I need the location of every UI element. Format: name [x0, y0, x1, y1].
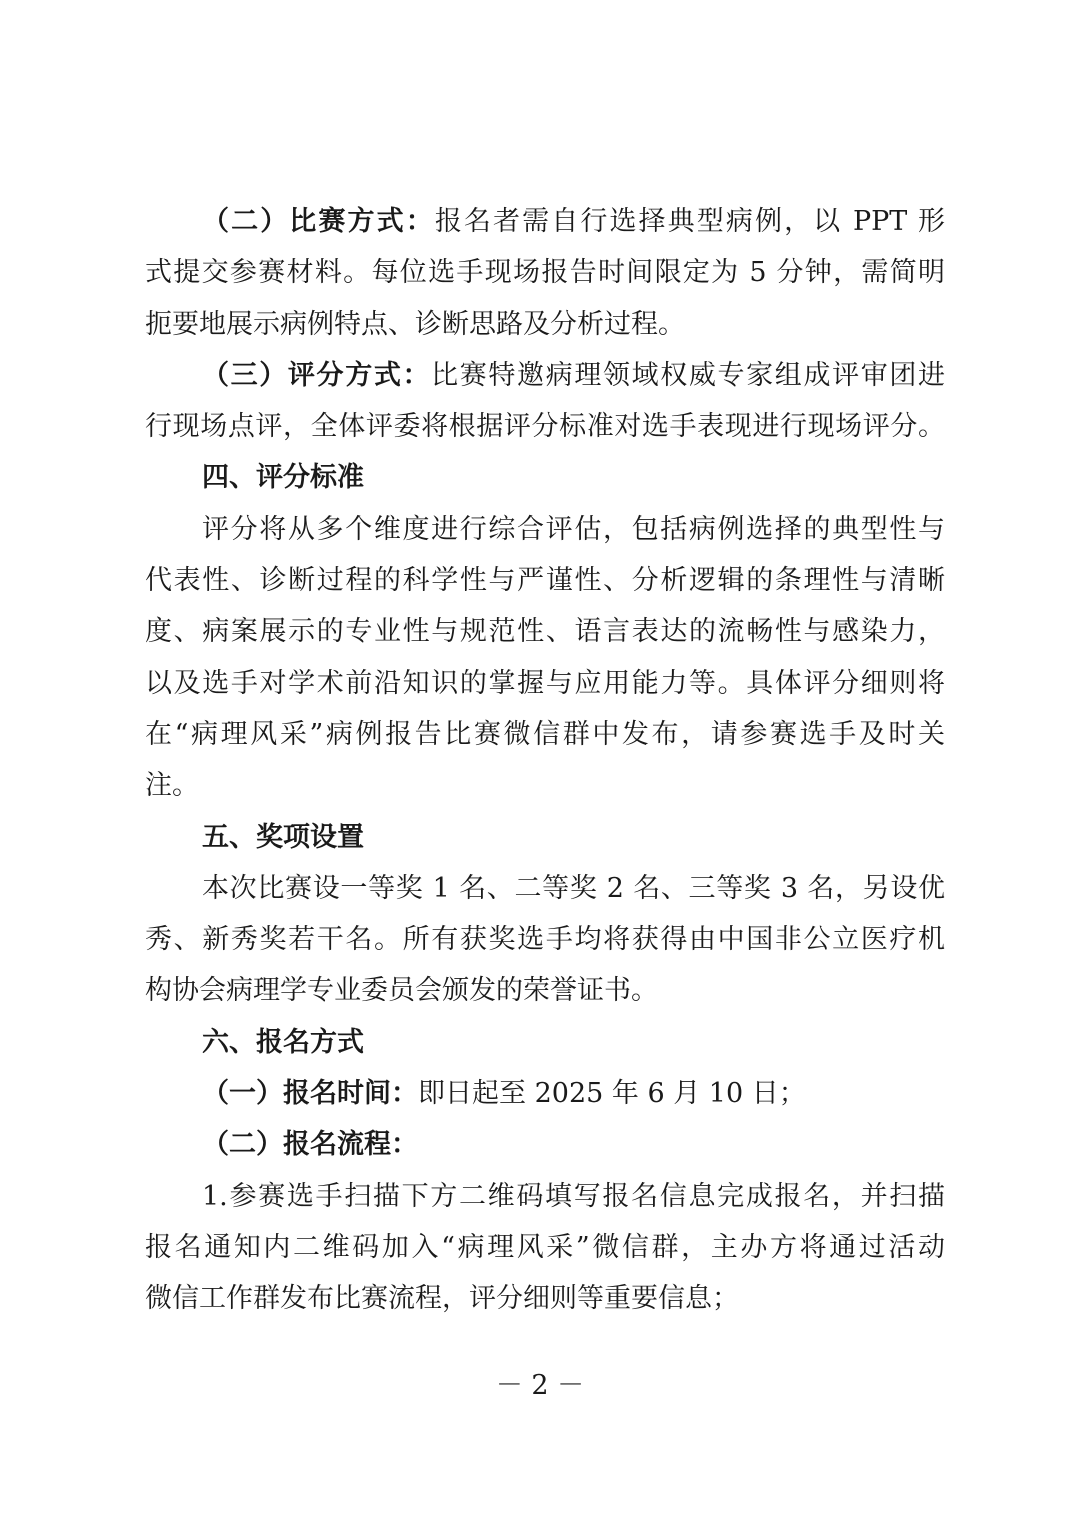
body-text: 扼要地展示病例特点、诊断思路及分析过程。: [145, 308, 685, 340]
text-line: [145, 555, 945, 606]
heading-text: 四、评分标准: [202, 462, 364, 494]
text-line: [145, 709, 945, 760]
heading-text: （二）报名流程：: [202, 1129, 418, 1161]
text-line: [145, 760, 945, 811]
body-text: 报名通知内二维码加入“病理风采”微信群，主办方将通过活动: [145, 1231, 945, 1263]
page-number: － 2 －: [495, 1370, 585, 1401]
text-line: [145, 504, 945, 555]
body-text: 式提交参赛材料。每位选手现场报告时间限定为 5 分钟，需简明: [145, 257, 945, 289]
body-text: 报名者需自行选择典型病例，以 PPT 形: [434, 206, 945, 237]
text-line: [145, 247, 945, 298]
text-line: [145, 914, 945, 965]
text-line: [145, 1119, 945, 1170]
text-line: [145, 1222, 945, 1273]
heading-text: （二）比赛方式：: [202, 206, 435, 237]
body-text: 注。: [145, 770, 199, 802]
body-text: 构协会病理学专业委员会颁发的荣誉证书。: [145, 975, 658, 1007]
body-text: 行现场点评，全体评委将根据评分标准对选手表现进行现场评分。: [145, 411, 945, 443]
document-body: [145, 196, 945, 1325]
text-line: [145, 196, 945, 247]
text-line: [145, 658, 945, 709]
body-text: 秀、新秀奖若干名。所有获奖选手均将获得由中国非公立医疗机: [145, 924, 945, 956]
body-text: 微信工作群发布比赛流程，评分细则等重要信息；: [145, 1283, 739, 1315]
text-line: [145, 1068, 945, 1119]
body-text: 即日起至 2025 年 6 月 10 日；: [418, 1078, 806, 1110]
text-line: [145, 299, 945, 350]
text-line: [145, 452, 945, 503]
text-line: [145, 863, 945, 914]
body-text: 度、病案展示的专业性与规范性、语言表达的流畅性与感染力，: [145, 616, 945, 648]
body-text: 本次比赛设一等奖 1 名、二等奖 2 名、三等奖 3 名，另设优: [202, 872, 945, 904]
text-line: [145, 401, 945, 452]
text-line: [145, 1171, 945, 1222]
body-text: 代表性、诊断过程的科学性与严谨性、分析逻辑的条理性与清晰: [145, 565, 945, 597]
body-text: 1.参赛选手扫描下方二维码填写报名信息完成报名，并扫描: [202, 1180, 945, 1212]
text-line: [145, 1273, 945, 1324]
heading-text: （三）评分方式：: [202, 359, 432, 391]
body-text: 评分将从多个维度进行综合评估，包括病例选择的典型性与: [202, 513, 945, 545]
heading-text: 六、报名方式: [202, 1026, 364, 1058]
body-text: 以及选手对学术前沿知识的掌握与应用能力等。具体评分细则将: [145, 667, 945, 699]
body-text: 比赛特邀病理领域权威专家组成评审团进: [431, 359, 946, 391]
text-line: [145, 606, 945, 657]
text-line: [145, 965, 945, 1016]
heading-text: 五、奖项设置: [202, 821, 364, 853]
text-line: [145, 812, 945, 863]
heading-text: （一）报名时间：: [202, 1078, 418, 1110]
body-text: 在“病理风采”病例报告比赛微信群中发布，请参赛选手及时关: [145, 718, 945, 750]
text-line: [145, 350, 945, 401]
text-line: [145, 1017, 945, 1068]
